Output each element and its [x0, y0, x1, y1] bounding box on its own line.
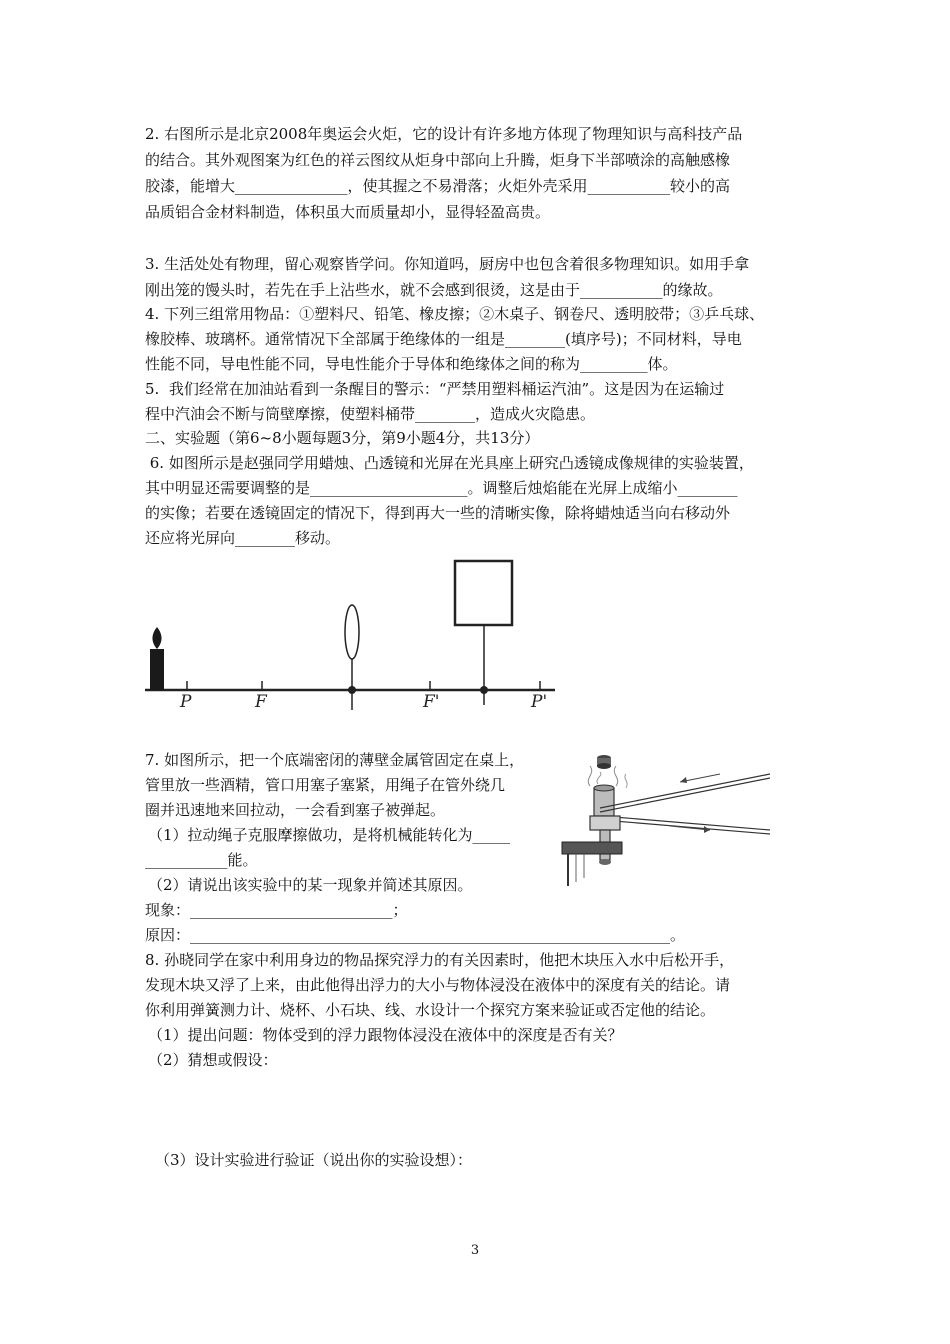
- q4-line-3: 性能不同，导电性能不同，导电性能介于导体和绝缘体之间的称为_________体。: [145, 355, 678, 373]
- q6-line-2: 其中明显还需要调整的是_____________________。调整后烛焰能在光屏上成缩小________: [145, 479, 738, 497]
- q7-sub2-line: （2）请说出该实验中的某一现象并简述其原因。: [148, 876, 473, 894]
- q2-line-2: 的结合。其外观图案为红色的祥云图纹从炬身中部向上升腾，炬身下半部喷涂的高触感橡: [145, 151, 731, 169]
- lens-icon: [345, 605, 359, 659]
- screen-icon: [455, 561, 512, 625]
- arrow-right-icon: [704, 826, 710, 833]
- q7-line-1: 7. 如图所示，把一个底端密闭的薄壁金属管固定在桌上，: [145, 751, 525, 769]
- clamp-icon: [590, 816, 620, 830]
- q2-line-1: 2. 右图所示是北京2008年奥运会火炬，它的设计有许多地方体现了物理知识与高科技产品: [145, 125, 743, 143]
- metal-tube-figure: [560, 746, 775, 891]
- q4-line-2: 橡胶棒、玻璃杯。通常情况下全部属于绝缘体的一组是________(填序号)；不同材料，导电: [145, 330, 742, 348]
- q7-phenomenon-line: 现象：___________________________；: [145, 901, 408, 919]
- label-p: P: [180, 692, 192, 712]
- q5-line-1: 5. 我们经常在加油站看到一条醒目的警示：“严禁用塑料桶运汽油”。这是因为在运输过: [145, 380, 725, 398]
- flame-icon: [152, 627, 161, 649]
- q8-line-2: 发现木块又浮了上来，由此他得出浮力的大小与物体浸没在液体中的深度有关的结论。请: [145, 976, 731, 994]
- q2-line-4: 品质铝合金材料制造，体积虽大而质量却小，显得轻盈高贵。: [145, 203, 551, 221]
- q8-line-1: 8. 孙晓同学在家中利用身边的物品探究浮力的有关因素时，他把木块压入水中后松开手，: [145, 951, 735, 969]
- q8-sub1-line: （1）提出问题：物体受到的浮力跟物体浸没在液体中的深度是否有关？: [148, 1026, 623, 1044]
- q8-line-3: 你利用弹簧测力计、烧杯、小石块、线、水设计一个探究方案来验证或否定他的结论。: [145, 1001, 716, 1019]
- q3-line-2: 刚出笼的馒头时，若先在手上沾些水，就不会感到很烫，这是由于___________的缘故。: [145, 281, 723, 299]
- q8-sub3-line: （3）设计实验进行验证（说出你的实验设想）：: [155, 1151, 473, 1169]
- q6-line-3: 的实像；若要在透镜固定的情况下，得到再大一些的清晰实像，除将蜡烛适当向右移动外: [145, 504, 731, 522]
- q7-line-3: 圈并迅速地来回拉动，一会看到塞子被弹起。: [145, 801, 446, 819]
- arrow-left-icon: [680, 777, 687, 783]
- table-icon: [562, 842, 622, 854]
- label-f-prime: F': [423, 692, 440, 712]
- page-number: 3: [470, 1243, 480, 1258]
- q7-sub1-line-1: （1）拉动绳子克服摩擦做功，是将机械能转化为_____: [148, 826, 511, 844]
- optical-bench-figure: [140, 553, 560, 713]
- q2-line-3: 胶漆，能增大_______________，使其握之不易滑落；火炬外壳采用___________较小的高: [145, 177, 731, 195]
- q7-sub1-line-2: ___________能。: [145, 851, 258, 869]
- label-f: F: [255, 692, 267, 712]
- q5-line-2: 程中汽油会不断与筒壁摩擦，使塑料桶带________，造成火灾隐患。: [145, 405, 596, 423]
- q3-line-1: 3. 生活处处有物理，留心观察皆学问。你知道吗，厨房中也包含着很多物理知识。如用手拿: [145, 255, 750, 273]
- q6-line-1: 6. 如图所示是赵强同学用蜡烛、凸透镜和光屏在光具座上研究凸透镜成像规律的实验装置，: [145, 454, 754, 472]
- q7-reason-line: 原因：________________________________________________________________。: [145, 926, 686, 944]
- label-p-prime: P': [531, 692, 548, 712]
- q8-sub2-line: （2）猜想或假设：: [148, 1051, 278, 1069]
- q7-line-2: 管里放一些酒精，管口用塞子塞紧，用绳子在管外绕几: [145, 776, 506, 794]
- candle-icon: [150, 649, 164, 690]
- q6-line-4: 还应将光屏向________移动。: [145, 529, 341, 547]
- q4-line-1: 4. 下列三组常用物品：①塑料尺、铅笔、橡皮擦；②木桌子、钢卷尺、透明胶带；③乒乓球、: [145, 305, 765, 323]
- section-heading: 二、实验题（第6~8小题每题3分，第9小题4分，共13分）: [145, 429, 540, 447]
